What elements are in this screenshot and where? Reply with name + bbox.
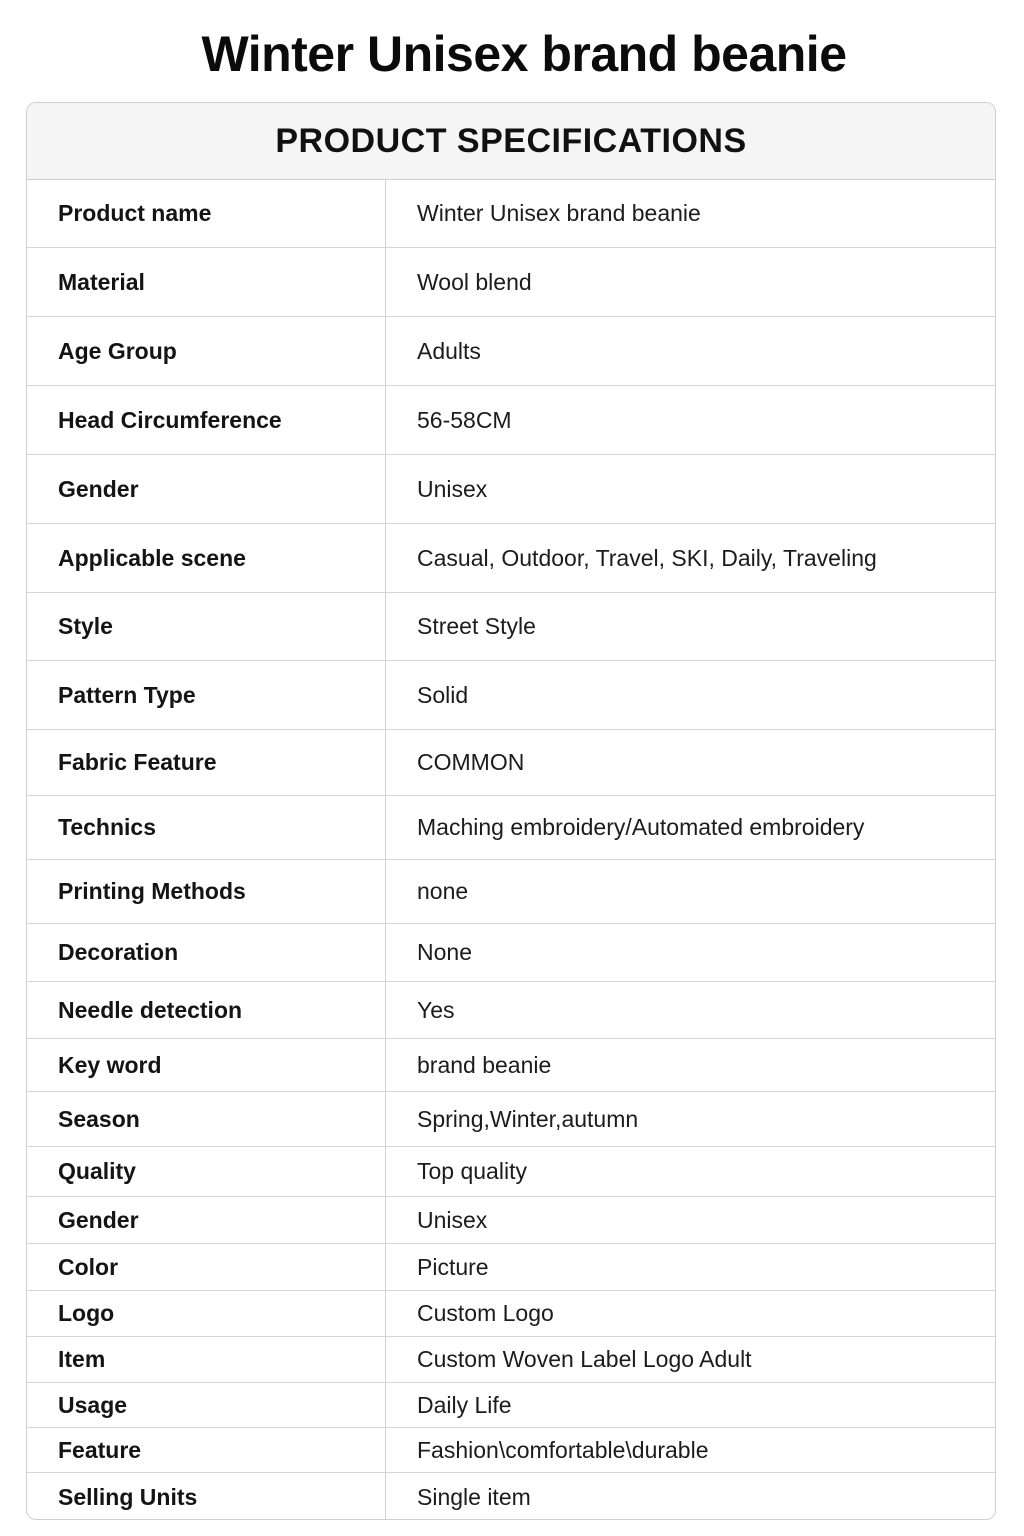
spec-value: Wool blend [417,268,532,295]
spec-value: Spring,Winter,autumn [417,1105,639,1132]
spec-value: Top quality [417,1158,527,1184]
spec-label: Decoration [58,939,179,965]
spec-label: Technics [58,814,156,840]
spec-value: Custom Logo [417,1300,554,1326]
spec-label: Material [58,268,145,295]
spec-row [27,1291,995,1337]
spec-label: Applicable scene [58,544,246,571]
spec-row [27,1147,995,1197]
spec-label: Season [58,1105,140,1132]
spec-row [27,1337,995,1383]
spec-label: Usage [58,1391,128,1418]
spec-value: Picture [417,1253,489,1280]
spec-row [27,982,995,1039]
spec-value: Winter Unisex brand beanie [417,200,701,226]
spec-row [27,661,995,730]
spec-label: Key word [58,1051,162,1078]
spec-row [27,317,995,386]
spec-row [27,1473,995,1520]
spec-row [27,730,995,796]
spec-row [27,1244,995,1291]
spec-value: None [417,939,472,965]
spec-row [27,1383,995,1428]
spec-table [26,102,996,1520]
spec-label: Style [58,613,113,639]
page-title: Winter Unisex brand beanie [201,26,847,82]
spec-value: Fashion\comfortable\durable [417,1436,709,1463]
spec-row [27,180,995,248]
spec-label: Quality [58,1158,136,1184]
spec-label: Printing Methods [58,878,246,904]
spec-table-heading: PRODUCT SPECIFICATIONS [27,103,995,180]
spec-value: 56-58CM [417,406,512,433]
spec-label: Head Circumference [58,406,282,433]
spec-value: Unisex [417,1206,488,1233]
spec-row [27,248,995,317]
spec-label: Needle detection [58,996,243,1023]
spec-label: Logo [58,1300,115,1326]
spec-row [27,593,995,661]
spec-value: COMMON [417,749,525,775]
spec-value: Unisex [417,475,488,502]
spec-row [27,524,995,593]
spec-label: Feature [58,1436,142,1463]
spec-row [27,1197,995,1244]
spec-label: Age Group [58,337,177,364]
spec-label: Gender [58,475,139,502]
spec-value: Street Style [417,613,536,639]
spec-row [27,860,995,924]
spec-label: Gender [58,1206,139,1233]
spec-value: Yes [417,996,455,1023]
spec-row [27,924,995,982]
spec-row [27,1092,995,1147]
spec-label: Selling Units [58,1483,198,1510]
spec-row [27,1039,995,1092]
spec-label: Product name [58,200,212,226]
spec-row [27,1428,995,1473]
spec-value: Casual, Outdoor, Travel, SKI, Daily, Traveling [417,544,877,571]
spec-value: Custom Woven Label Logo Adult [417,1346,752,1372]
spec-value: Single item [417,1483,531,1510]
spec-label: Pattern Type [58,681,196,708]
spec-value: Solid [417,681,469,708]
spec-value: Maching embroidery/Automated embroidery [417,814,865,840]
spec-label: Fabric Feature [58,749,217,775]
spec-value: none [417,878,469,904]
spec-value: Daily Life [417,1391,512,1418]
spec-label: Item [58,1346,106,1372]
spec-label: Color [58,1253,119,1280]
spec-value: Adults [417,337,481,364]
spec-row [27,455,995,524]
spec-row [27,386,995,455]
spec-value: brand beanie [417,1051,552,1078]
spec-row [27,796,995,860]
